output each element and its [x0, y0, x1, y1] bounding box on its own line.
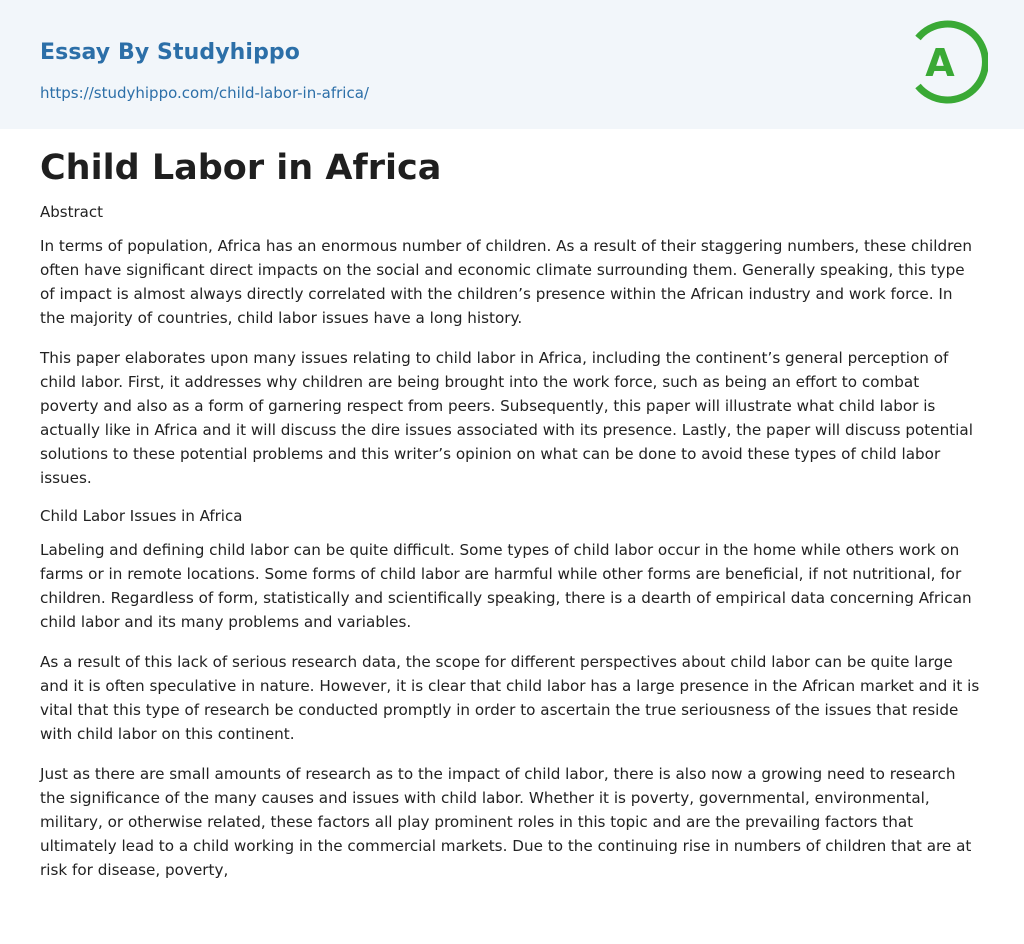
paragraph: Labeling and defining child labor can be quite difficult. Some types of child labor occur in the home while others work on farms or in remote locations. Some forms of child labor are harmful while other forms are beneficial, if not nutritional, for children. Regardless of form, statistically and scientifically speaking, there is a dearth of empirical data concerning African child labor and its many problems and variables.: [40, 541, 972, 631]
logo-letter: A: [925, 41, 955, 85]
page-header: [0, 0, 1024, 129]
paragraph: This paper elaborates upon many issues relating to child labor in Africa, including the continent’s general perception of child labor. First, it addresses why children are being brought into the work force, such as being an effort to combat poverty and also as a form of garnering respect from peers. Subsequently, this paper will illustrate what child labor is actually like in Africa and it will discuss the dire issues associated with its presence. Lastly, the paper will discuss potential solutions to these potential problems and this writer’s opinion on what can be done to avoid these types of child labor issues.: [40, 349, 973, 487]
studyhippo-logo[interactable]: [910, 18, 988, 106]
paragraph: As a result of this lack of serious research data, the scope for different perspectives about child labor can be quite large and it is often speculative in nature. However, it is clear that child labor has a large presence in the African market and it is vital that this type of research be conducted promptly in order to ascertain the true seriousness of the issues that reside with child labor on this continent.: [40, 653, 980, 743]
section-heading-abstract: Abstract: [40, 203, 103, 221]
brand-title: Essay By Studyhippo: [40, 40, 300, 65]
section-heading-issues: Child Labor Issues in Africa: [40, 507, 243, 525]
article-content: [40, 146, 980, 898]
paragraph: In terms of population, Africa has an enormous number of children. As a result of their staggering numbers, these children often have significant direct impacts on the social and economic climate surrounding them. Generally speaking, this type of impact is almost always directly correlated with the children’s presence within the African industry and work force. In the majority of countries, child labor issues have a long history.: [40, 237, 972, 327]
paragraph: Just as there are small amounts of research as to the impact of child labor, there is also now a growing need to research the significance of the many causes and issues with child labor. Whether it is poverty, governmental, environmental, military, or otherwise related, these factors all play prominent roles in this topic and are the prevailing factors that ultimately lead to a child working in the commercial markets. Due to the continuing rise in numbers of children that are at risk for disease, poverty,: [40, 765, 972, 879]
source-url-link[interactable]: https://studyhippo.com/child-labor-in-africa/: [40, 84, 369, 102]
logo-icon: [910, 18, 988, 106]
article-title: Child Labor in Africa: [40, 148, 442, 188]
